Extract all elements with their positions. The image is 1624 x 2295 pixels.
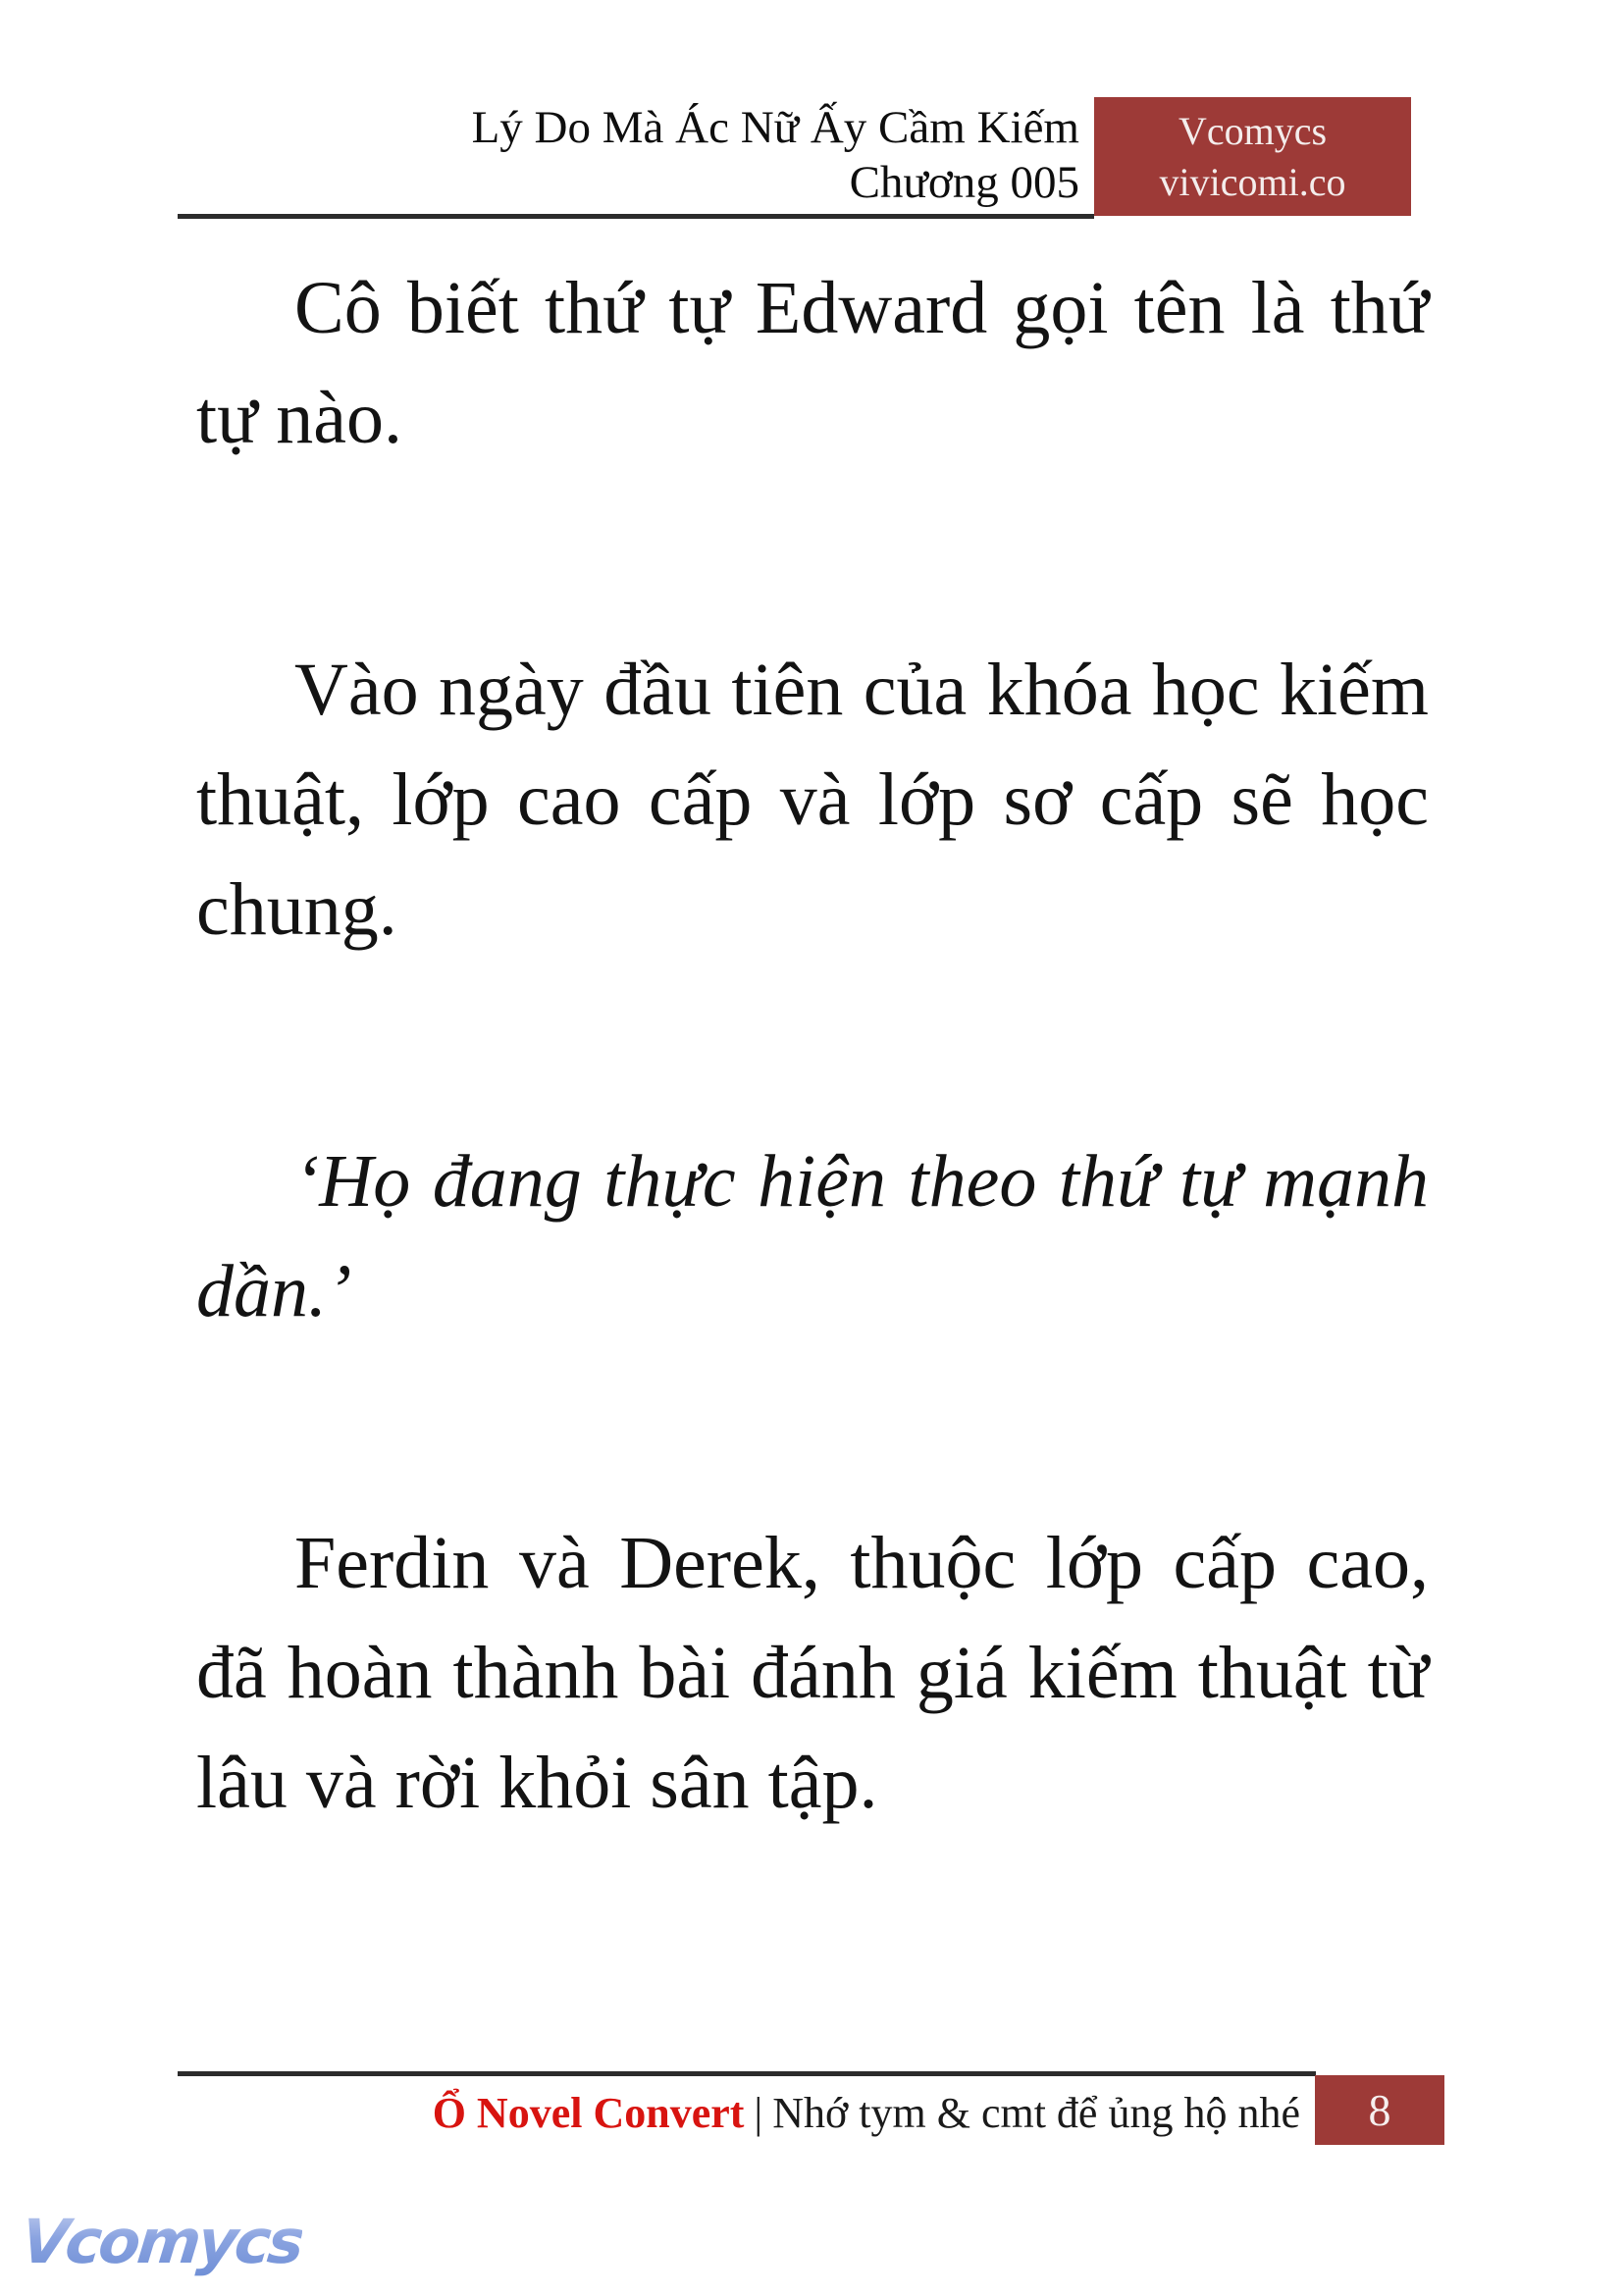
paragraph-quote: ‘Họ đang thực hiện theo thứ tự mạnh dần.’ xyxy=(196,1140,1429,1332)
chapter-number: Chương 005 xyxy=(849,157,1079,208)
header-rule xyxy=(178,214,1094,219)
footer-rule xyxy=(178,2071,1316,2076)
translator-brand: Ổ Novel Convert xyxy=(432,2089,745,2137)
body-text xyxy=(196,253,1429,2000)
series-title: Lý Do Mà Ác Nữ Ấy Cầm Kiếm xyxy=(471,102,1079,153)
paragraph: Cô biết thứ tự Edward gọi tên là thứ tự nào. xyxy=(196,267,1429,459)
site-name: Vcomycs xyxy=(1178,108,1328,153)
chapter-header xyxy=(472,100,1079,210)
footer-credit xyxy=(433,2084,1300,2143)
footer-separator: | xyxy=(754,2089,763,2137)
vcomycs-watermark-logo: Vcomycs xyxy=(18,2206,305,2277)
page-number-badge xyxy=(1315,2075,1444,2145)
site-badge xyxy=(1094,97,1411,216)
paragraph: Vào ngày đầu tiên của khóa học kiếm thuật, lớp cao cấp và lớp sơ cấp sẽ học chung. xyxy=(196,649,1429,951)
site-url: vivicomi.co xyxy=(1159,159,1346,204)
paragraph: Ferdin và Derek, thuộc lớp cấp cao, đã hoàn thành bài đánh giá kiếm thuật từ lâu và rời khỏi sân tập. xyxy=(196,1522,1429,1824)
footer-message: Nhớ tym & cmt để ủng hộ nhé xyxy=(772,2089,1300,2137)
page-number: 8 xyxy=(1368,2085,1391,2135)
